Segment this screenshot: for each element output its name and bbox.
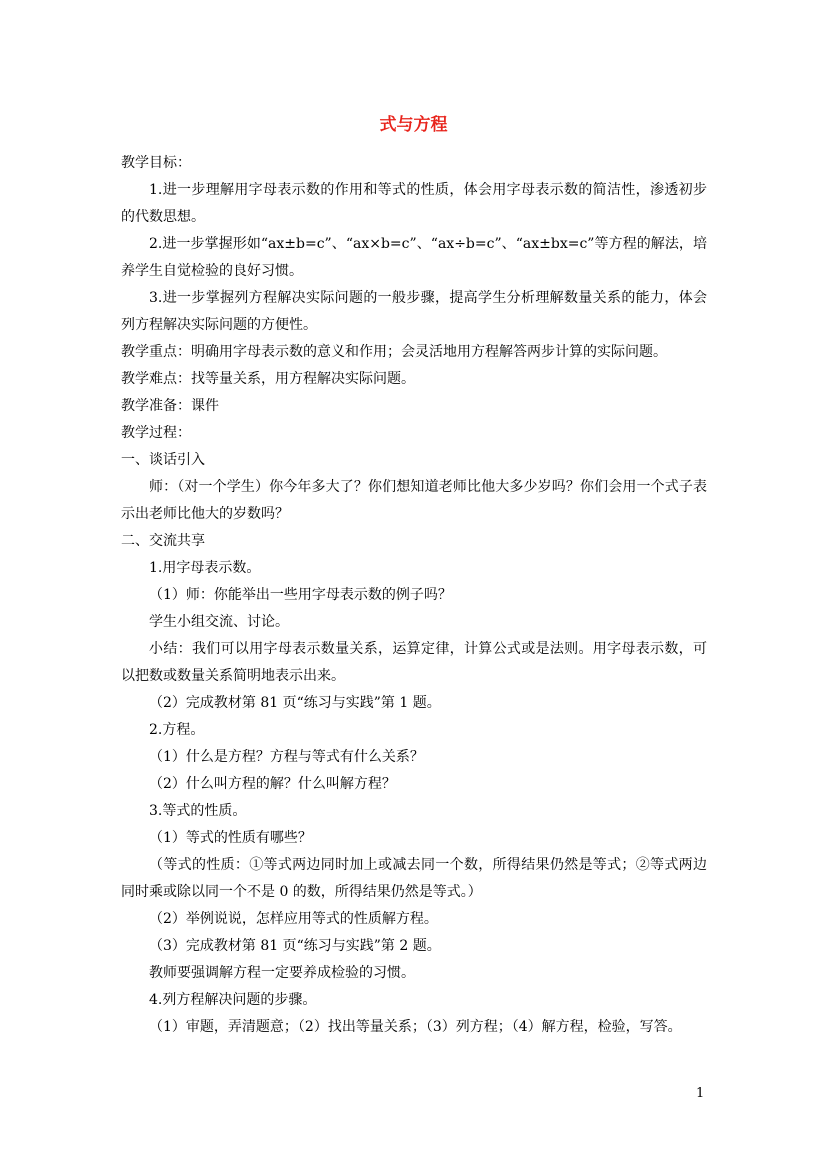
page-number: 1 <box>696 1086 705 1101</box>
section-heading: 一、谈话引入 <box>121 452 205 468</box>
paragraph: （1）审题，弄清题意；（2）找出等量关系；（3）列方程；（4）解方程，检验，写答。 <box>149 1019 682 1035</box>
paragraph: （2）什么叫方程的解？什么叫解方程？ <box>149 776 396 792</box>
paragraph: （3）完成教材第 81 页“练习与实践”第 2 题。 <box>149 938 441 954</box>
paragraph: 小结：我们可以用字母表示数量关系，运算定律，计算公式或是法则。用字母表示数，可以把数或数量关系简明地表示出来。 <box>121 641 707 684</box>
section-heading: 二、交流共享 <box>121 533 205 549</box>
paragraph: （2）举例说说，怎样应用等式的性质解方程。 <box>149 911 438 927</box>
paragraph: 1.用字母表示数。 <box>149 560 261 576</box>
paragraph: 教师要强调解方程一定要养成检验的习惯。 <box>149 965 415 981</box>
paragraph: （2）完成教材第 81 页“练习与实践”第 1 题。 <box>149 695 441 711</box>
paragraph: 教学目标： <box>121 155 191 171</box>
paragraph: （1）什么是方程？方程与等式有什么关系？ <box>149 749 424 765</box>
paragraph: 师：（对一个学生）你今年多大了？你们想知道老师比他大多少岁吗？你们会用一个式子表示出老师比他大的岁数吗？ <box>121 479 707 522</box>
paragraph: 教学难点：找等量关系，用方程解决实际问题。 <box>121 371 415 387</box>
document-title: 式与方程 <box>379 115 448 135</box>
paragraph: 1.进一步理解用字母表示数的作用和等式的性质，体会用字母表示数的简洁性，渗透初步的代数思想。 <box>121 182 707 225</box>
paragraph: （1）等式的性质有哪些？ <box>149 830 312 846</box>
paragraph: 2.进一步掌握形如“ax±b=c”、“ax×b=c”、“ax÷b=c”、“ax±bx=c”等方程的解法，培养学生自觉检验的良好习惯。 <box>121 236 707 279</box>
paragraph: 3.进一步掌握列方程解决实际问题的一般步骤，提高学生分析理解数量关系的能力，体会列方程解决实际问题的方便性。 <box>121 290 707 333</box>
paragraph: 学生小组交流、讨论。 <box>149 614 289 630</box>
document-body <box>121 150 707 1041</box>
paragraph: 教学过程： <box>121 425 191 441</box>
paragraph: 教学准备：课件 <box>121 398 219 414</box>
paragraph: 2.方程。 <box>149 722 205 738</box>
paragraph: 教学重点：明确用字母表示数的意义和作用；会灵活地用方程解答两步计算的实际问题。 <box>121 344 667 360</box>
paragraph: 4.列方程解决问题的步骤。 <box>149 992 317 1008</box>
paragraph: （等式的性质：①等式两边同时加上或减去同一个数，所得结果仍然是等式；②等式两边同时乘或除以同一个不是 0 的数，所得结果仍然是等式。） <box>121 857 707 900</box>
paragraph: （1）师：你能举出一些用字母表示数的例子吗？ <box>149 587 452 603</box>
paragraph: 3.等式的性质。 <box>149 803 247 819</box>
